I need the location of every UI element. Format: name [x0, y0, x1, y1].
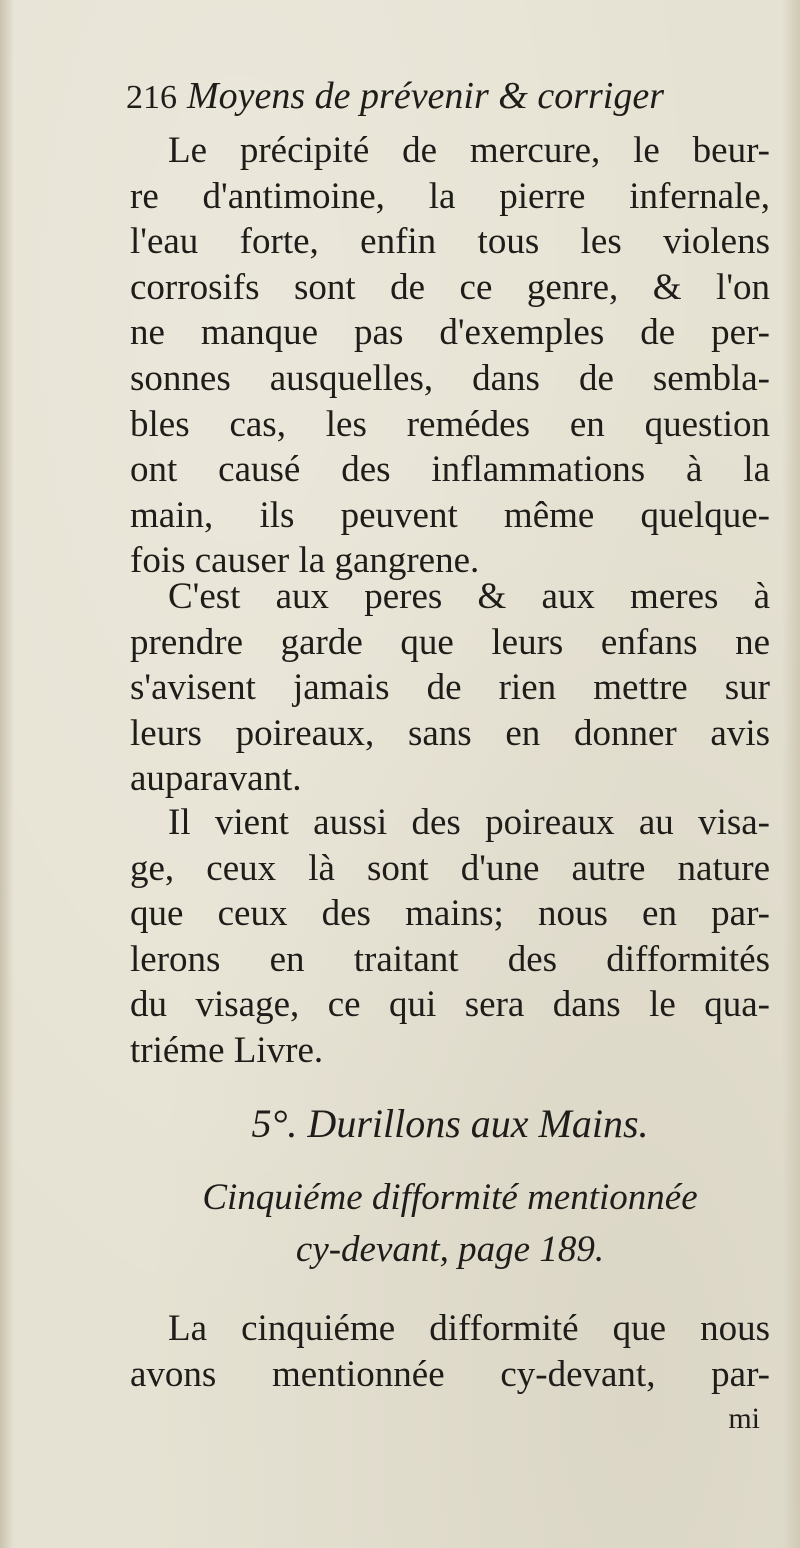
- text-line: ne manque pas d'exemples de per-: [130, 312, 770, 354]
- paragraph-2: [130, 574, 770, 802]
- text-line: prendre garde que leurs enfans ne: [130, 621, 770, 663]
- paragraph-3: [130, 800, 770, 1074]
- text-line: auparavant.: [130, 758, 302, 800]
- subheading-line: Cinquiéme difformité mentionnée: [202, 1177, 698, 1218]
- text-line: l'eau forte, enfin tous les violens: [130, 221, 770, 263]
- text-line: Il vient aussi des poireaux au visa-: [168, 802, 770, 843]
- catchword: mi: [728, 1402, 760, 1435]
- text-line: ont causé des inflammations à la: [130, 449, 770, 491]
- page-number: 216: [126, 79, 177, 116]
- text-line: La cinquiéme difformité que nous: [168, 1308, 770, 1349]
- text-line: avons mentionnée cy-devant, par-: [130, 1353, 770, 1395]
- text-line: que ceux des mains; nous en par-: [130, 893, 770, 935]
- text-line: corrosifs sont de ce genre, & l'on: [130, 266, 770, 308]
- text-line: bles cas, les remédes en question: [130, 403, 770, 445]
- text-line: C'est aux peres & aux meres à: [168, 576, 770, 617]
- page-edge-shadow-left: [0, 0, 14, 1548]
- text-line: du visage, ce qui sera dans le qua-: [130, 984, 770, 1026]
- section-subheading: [130, 1172, 770, 1276]
- text-line: fois causer la gangrene.: [130, 540, 480, 582]
- text-line: main, ils peuvent même quelque-: [130, 494, 770, 536]
- text-line: sonnes ausquelles, dans de sembla-: [130, 357, 770, 399]
- paragraph-4: [130, 1306, 770, 1397]
- text-line: Le précipité de mercure, le beur-: [168, 130, 770, 171]
- text-line: leurs poireaux, sans en donner avis: [130, 712, 770, 754]
- page-edge-shadow-right: [782, 0, 800, 1548]
- text-line: lerons en traitant des difformités: [130, 938, 770, 980]
- text-line: ge, ceux là sont d'une autre nature: [130, 847, 770, 889]
- paragraph-1: [130, 128, 770, 584]
- text-line: s'avisent jamais de rien mettre sur: [130, 667, 770, 709]
- subheading-line: cy-devant, page 189.: [295, 1229, 605, 1270]
- running-head: Moyens de prévenir & corriger: [187, 75, 664, 117]
- text-line: re d'antimoine, la pierre infernale,: [130, 175, 770, 217]
- page-header: [126, 74, 766, 132]
- section-heading: 5°. Durillons aux Mains.: [251, 1101, 649, 1146]
- text-line: triéme Livre.: [130, 1029, 324, 1071]
